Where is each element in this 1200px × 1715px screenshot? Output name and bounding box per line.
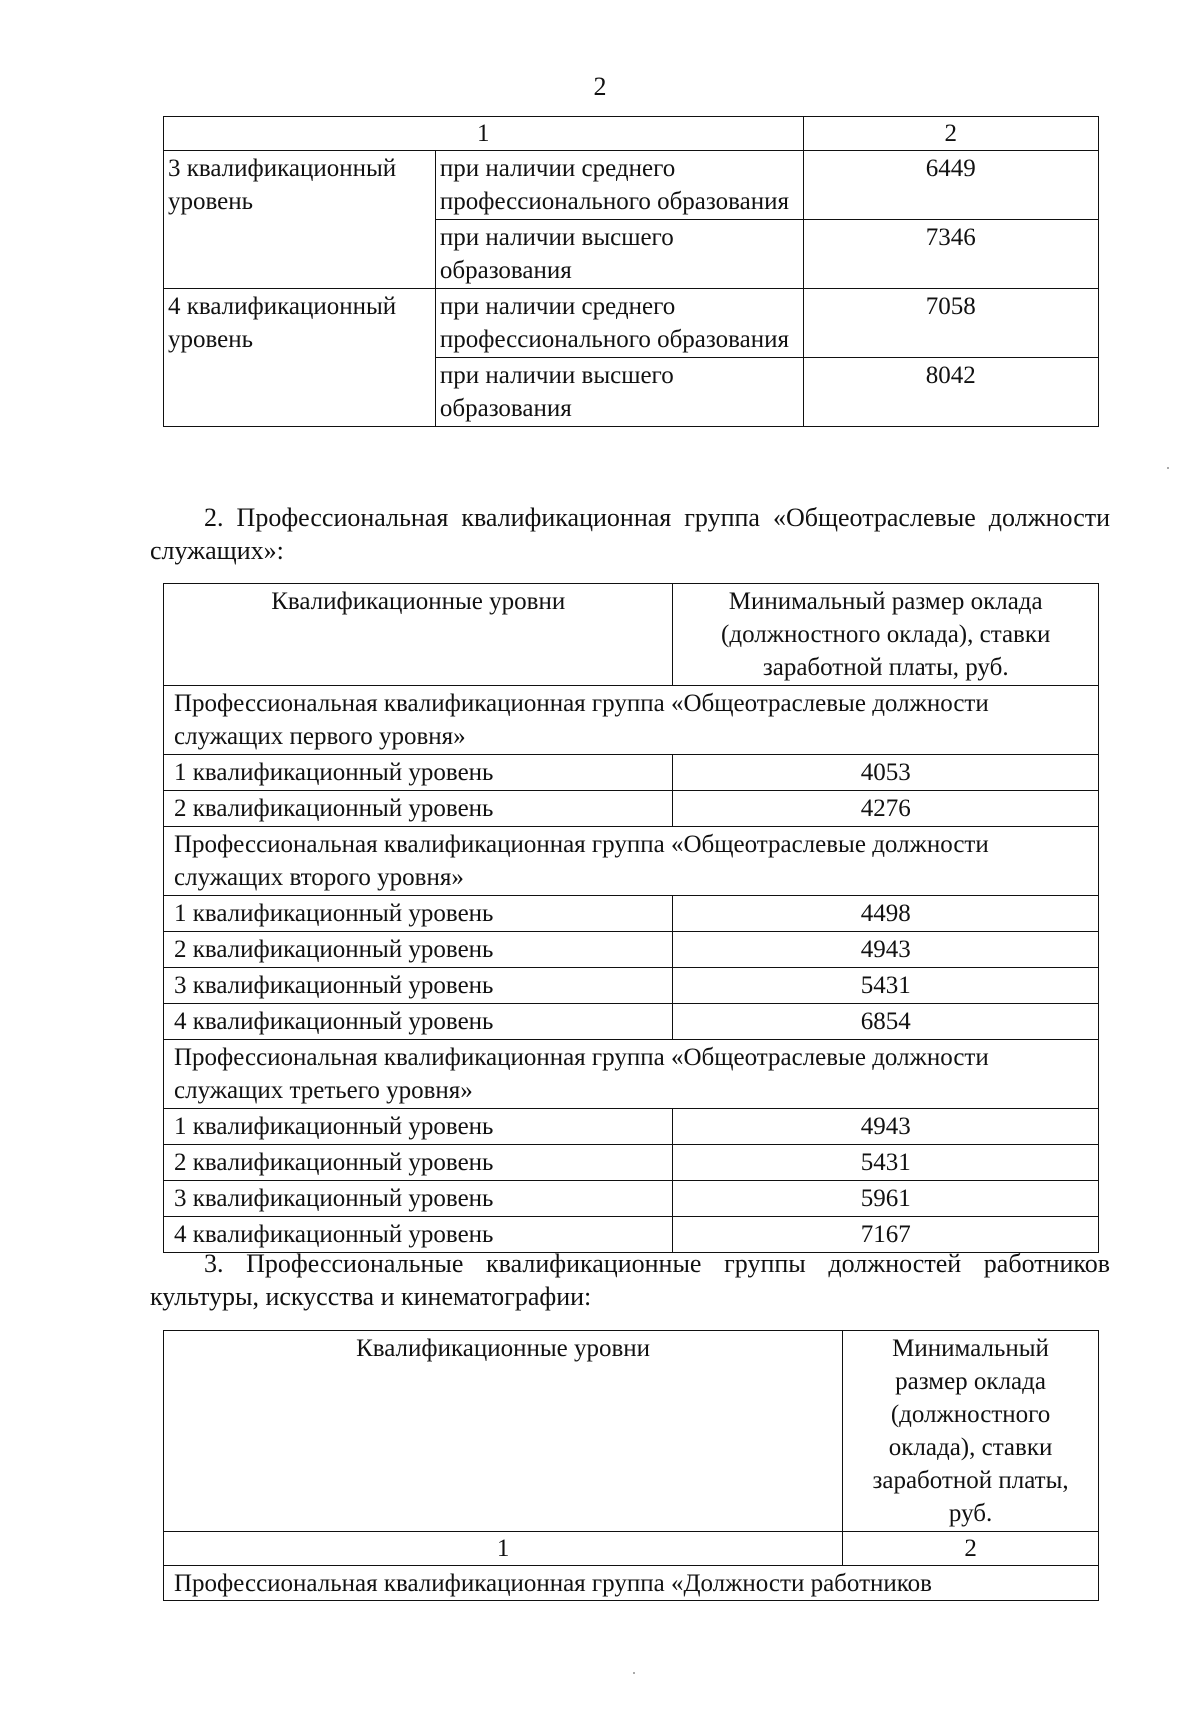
table3-col-number-2: 2 (843, 1532, 1099, 1566)
table3-header-levels: Квалификационные уровни (164, 1331, 843, 1532)
table3-col-number-1: 1 (164, 1532, 843, 1566)
table1-level-cell: 3 квалификационный уровень (164, 151, 436, 289)
table2-value-cell: 4943 (673, 1109, 1099, 1145)
table2-value-cell: 7167 (673, 1217, 1099, 1253)
scan-speck (633, 1672, 635, 1674)
table2-value-cell: 5431 (673, 1145, 1099, 1181)
table2-header-salary: Минимальный размер оклада (должностного оклада), ставки заработной платы, руб. (673, 584, 1099, 686)
table2-level-cell: 1 квалификационный уровень (164, 896, 673, 932)
table1-value-cell: 6449 (803, 151, 1098, 220)
section-3-text: 3. Профессиональные квалификационные группы должностей работников культуры, искусства и кинематографии: (150, 1249, 1110, 1311)
table2-group-title: Профессиональная квалификационная группа «Общеотраслевые должности служащих третьего уровня» (164, 1040, 1099, 1109)
table2-value-cell: 4498 (673, 896, 1099, 932)
table2-level-cell: 1 квалификационный уровень (164, 1109, 673, 1145)
table1-condition-cell: при наличии среднего профессионального образования (435, 289, 803, 358)
page-number: 2 (593, 72, 607, 101)
table1-value-cell: 8042 (803, 358, 1098, 427)
table1-value-cell: 7346 (803, 220, 1098, 289)
table2-value-cell: 5431 (673, 968, 1099, 1004)
table3-group-title: Профессиональная квалификационная группа «Должности работников (164, 1566, 1099, 1601)
scan-speck (1167, 467, 1169, 469)
table2-level-cell: 2 квалификационный уровень (164, 791, 673, 827)
table1-col-number-1: 1 (164, 117, 804, 151)
table2-group-title: Профессиональная квалификационная группа «Общеотраслевые должности служащих второго уровня» (164, 827, 1099, 896)
table2-value-cell: 4276 (673, 791, 1099, 827)
table2-level-cell: 3 квалификационный уровень (164, 968, 673, 1004)
table2-level-cell: 2 квалификационный уровень (164, 932, 673, 968)
table1-col-number-2: 2 (803, 117, 1098, 151)
table1-condition-cell: при наличии высшего образования (435, 358, 803, 427)
section-2-text: Профессиональная квалификационная группа «Общеотраслевые должности служащих»: (150, 503, 1111, 565)
table2-value-cell: 4943 (673, 932, 1099, 968)
table2-value-cell: 4053 (673, 755, 1099, 791)
section-2-heading (150, 501, 1110, 567)
table2-level-cell: 4 квалификационный уровень (164, 1004, 673, 1040)
table2-level-cell: 1 квалификационный уровень (164, 755, 673, 791)
table2-value-cell: 6854 (673, 1004, 1099, 1040)
table2-level-cell: 4 квалификационный уровень (164, 1217, 673, 1253)
table1-level-cell: 4 квалификационный уровень (164, 289, 436, 427)
table2-value-cell: 5961 (673, 1181, 1099, 1217)
section-2-number: 2. (204, 503, 224, 532)
table2-level-cell: 2 квалификационный уровень (164, 1145, 673, 1181)
table1-condition-cell: при наличии среднего профессионального образования (435, 151, 803, 220)
table-general-positions (163, 583, 1099, 1253)
section-3-heading (150, 1247, 1110, 1313)
table1-value-cell: 7058 (803, 289, 1098, 358)
table2-header-levels: Квалификационные уровни (164, 584, 673, 686)
table3-header-salary: Минимальный размер оклада (должностного оклада), ставки заработной платы, руб. (843, 1331, 1099, 1532)
table2-group-title: Профессиональная квалификационная группа «Общеотраслевые должности служащих первого уровня» (164, 686, 1099, 755)
table2-level-cell: 3 квалификационный уровень (164, 1181, 673, 1217)
table1-condition-cell: при наличии высшего образования (435, 220, 803, 289)
table-salary-levels-continued (163, 116, 1099, 427)
table-culture-positions (163, 1330, 1099, 1601)
